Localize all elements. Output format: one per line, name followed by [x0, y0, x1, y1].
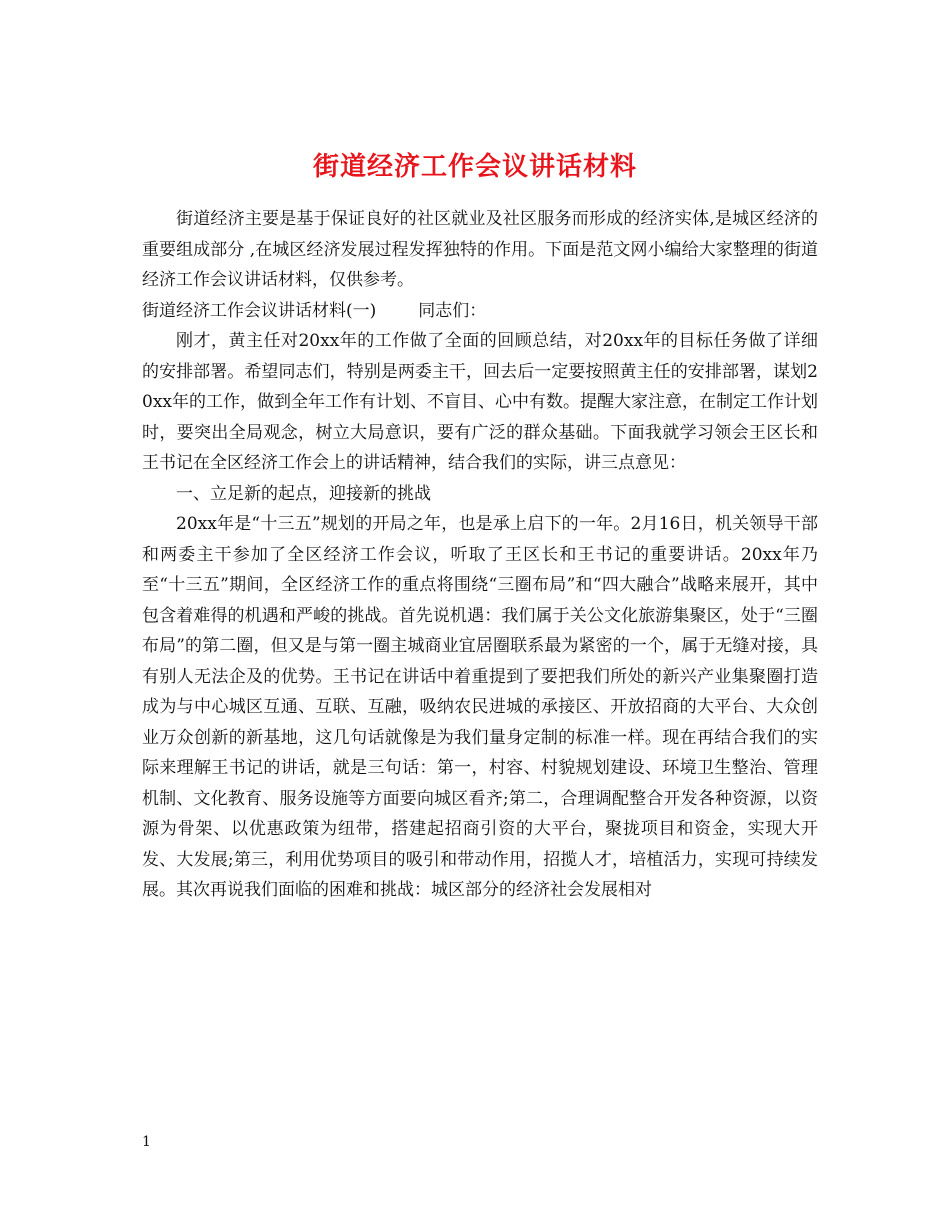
point-one-paragraph: 20xx年是“十三五”规划的开局之年，也是承上启下的一年。2月16日，机关领导干部和两委主干参加了全区经济工作会议，听取了王区长和王书记的重要讲话。20xx年乃至“十三五”期间，全区经济工作的重点将围绕“三圈布局”和“四大融合”战略来展开，其中包含着难得的机遇和严峻的挑战。首先说机遇：我们属于关公文化旅游集聚区，处于“三圈布局”的第二圈，但又是与第一圈主城商业宜居圈联系最为紧密的一个，属于无缝对接，具有别人无法企及的优势。王书记在讲话中着重提到了要把我们所处的新兴产业集聚圈打造成为与中心城区互通、互联、互融，吸纳农民进城的承接区、开放招商的大平台、大众创业万众创新的新基地，这几句话就像是为我们量身定制的标准一样。现在再结合我们的实际来理解王书记的讲话，就是三句话：第一，村容、村貌规划建设、环境卫生整治、管理机制、文化教育、服务设施等方面要向城区看齐;第二，合理调配整合开发各种资源，以资源为骨架、以优惠政策为纽带，搭建起招商引资的大平台，聚拢项目和资金，实现大开发、大发展;第三，利用优势项目的吸引和带动作用，招揽人才，培植活力，实现可持续发展。其次再说我们面临的困难和挑战：城区部分的经济社会发展相对: [142, 514, 818, 900]
point-one-heading: 一、立足新的起点，迎接新的挑战: [176, 483, 431, 504]
page-number: 1: [142, 1134, 151, 1150]
section-heading-line: [142, 296, 818, 327]
material-heading: 街道经济工作会议讲话材料(一): [142, 300, 377, 321]
document-body: [142, 204, 818, 906]
opening-paragraph: 刚才，黄主任对20xx年的工作做了全面的回顾总结，对20xx年的目标任务做了详细的安排部署。希望同志们，特别是两委主干，回去后一定要按照黄主任的安排部署，谋划20xx年的工作，做到全年工作有计划、不盲目、心中有数。提醒大家注意，在制定工作计划时，要突出全局观念，树立大局意识，要有广泛的群众基础。下面我就学习领会王区长和王书记在全区经济工作会上的讲话精神，结合我们的实际，讲三点意见：: [142, 331, 818, 473]
salutation: 同志们：: [418, 300, 487, 321]
intro-paragraph: 街道经济主要是基于保证良好的社区就业及社区服务而形成的经济实体,是城区经济的重要组成部分 ,在城区经济发展过程发挥独特的作用。下面是范文网小编给大家整理的街道经济工作会议讲话材料，仅供参考。: [142, 209, 818, 290]
document-title: 街道经济工作会议讲话材料: [312, 152, 637, 183]
